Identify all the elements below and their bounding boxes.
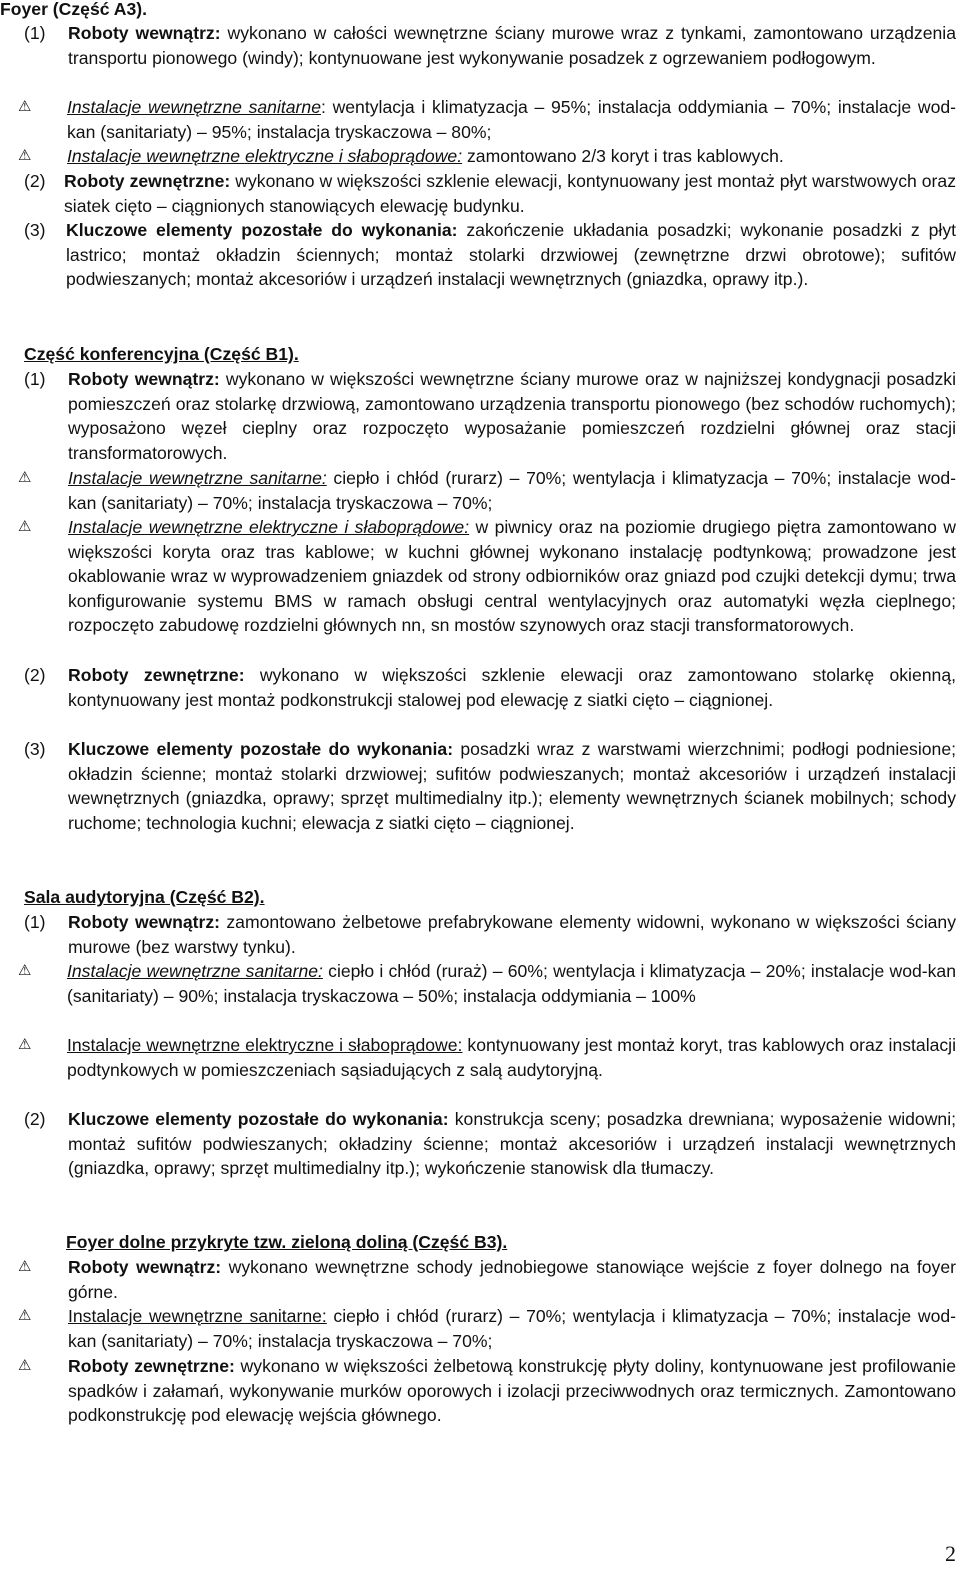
- bullet-text: ciepło i chłód (rurarz) – 70%; wentylacja i klimatyzacja – 70%; instalacje wod-kan (sanitariaty) – 70%; instalacja tryskaczowa – 70%;: [68, 1306, 956, 1351]
- item-text: zamontowano żelbetowe prefabrykowane elementy widowni, wykonano w większości ściany murowe (bez warstwy tynku).: [68, 912, 956, 957]
- bullet-icon: ⚠: [18, 1258, 32, 1275]
- bullet-icon: ⚠: [18, 962, 32, 979]
- item-number: (2): [24, 1109, 46, 1129]
- item-text: konstrukcja sceny; posadzka drewniana; wyposażenie widowni; montaż sufitów podwieszanych; okładziny ścienne; montaż akcesoriów i urządzeń instalacji wewnętrznych (gniazdka, oprawy; sprzęt multimedialny itp.); wykończenie stanowisk dla tłumaczy.: [68, 1109, 956, 1179]
- bullet-item: [18, 144, 956, 169]
- section-heading-audytoryjna-b2: Sala audytoryjna (Część B2).: [24, 887, 265, 907]
- bullet-label: Instalacje wewnętrzne sanitarne: [67, 97, 321, 117]
- item-label: Roboty zewnętrzne:: [68, 665, 245, 685]
- page-number: 2: [945, 1541, 956, 1566]
- item-number: (3): [24, 739, 46, 759]
- section-heading-konferencyjna-b1: Część konferencyjna (Część B1).: [24, 344, 299, 364]
- list-item: [24, 663, 956, 712]
- bullet-label: Roboty wewnątrz:: [68, 1257, 222, 1277]
- bullet-item: [18, 1255, 956, 1304]
- item-number: (1): [24, 369, 46, 389]
- bullet-text: ciepło i chłód (rurаż) – 60%; wentylacja i klimatyzacja – 20%; instalacje wod-kan (sanitariaty) – 90%; instalacja tryskaczowa – 50%; instalacja oddymiania – 100%: [67, 961, 956, 1006]
- bullet-text: wykonano wewnętrzne schody jednobiegowe stanowiące wejście z foyer dolnego na foyer górne.: [68, 1257, 956, 1302]
- item-label: Roboty wewnątrz:: [68, 23, 221, 43]
- bullet-text: zamontowano 2/3 koryt i tras kablowych.: [462, 146, 784, 166]
- bullet-label: Instalacje wewnętrzne elektryczne i słaboprądowe:: [68, 517, 470, 537]
- list-item: [24, 21, 956, 70]
- bullet-item: [18, 959, 956, 1008]
- bullet-text: wykonano w większości żelbetową konstrukcję płyty doliny, kontynuowane jest profilowanie spadków i załamań, wykonywanie murków oporowych i izolacji przeciwwodnych oraz termicznych. Zamontowano podkonstrukcję pod elewację wejścia głównego.: [68, 1356, 956, 1426]
- item-text: wykonano w większości szklenie elewacji, kontynuowany jest montaż płyt warstwowych oraz siatek cięto – ciągnionych stanowiących elewację budynku.: [64, 171, 957, 216]
- item-label: Roboty zewnętrzne:: [64, 171, 231, 191]
- bullet-label: Instalacje wewnętrzne sanitarne:: [67, 961, 323, 981]
- bullet-item: [18, 1304, 956, 1353]
- item-number: (2): [24, 665, 46, 685]
- item-text: wykonano w całości wewnętrzne ściany murowe wraz z tynkami, zamontowano urządzenia transportu pionowego (windy); kontynuowane jest wykonywanie posadzek z ogrzewaniem podłogowym.: [68, 23, 956, 68]
- bullet-icon: ⚠: [18, 147, 32, 164]
- bullet-item: [18, 95, 956, 144]
- bullet-icon: ⚠: [18, 469, 32, 486]
- bullet-icon: ⚠: [18, 1307, 32, 1324]
- bullet-item: [18, 466, 956, 515]
- list-item: [24, 218, 956, 292]
- item-text: zakończenie układania posadzki; wykonanie posadzki z płyt lastrico; montaż okładzin ściennych; montaż stolarki drzwiowej (zewnętrzne drzwi obrotowe); sufitów podwieszanych; montaż akcesoriów i urządzeń instalacji wewnętrznych (gniazdka, oprawy itp.).: [66, 220, 957, 290]
- bullet-icon: ⚠: [18, 1036, 32, 1053]
- item-number: (2): [24, 171, 46, 191]
- section-heading-foyer-dolne-b3: Foyer dolne przykryte tzw. zieloną doliną (Część B3).: [66, 1232, 508, 1252]
- bullet-label: Instalacje wewnętrzne elektryczne i słaboprądowe:: [67, 146, 463, 166]
- bullet-label: Instalacje wewnętrzne elektryczne i słaboprądowe:: [67, 1035, 463, 1055]
- item-label: Kluczowe elementy pozostałe do wykonania:: [68, 1109, 449, 1129]
- item-label: Roboty wewnątrz:: [68, 912, 221, 932]
- item-number: (1): [24, 23, 46, 43]
- bullet-icon: ⚠: [18, 518, 32, 535]
- bullet-icon: ⚠: [18, 1357, 32, 1374]
- bullet-icon: ⚠: [18, 98, 32, 115]
- bullet-label: Instalacje wewnętrzne sanitarne:: [68, 468, 327, 488]
- bullet-text: w piwnicy oraz na poziomie drugiego piętra zamontowano w większości koryta oraz tras kablowe; w kuchni głównej wykonano instalację podtynkową; prowadzone jest okablowanie wraz w wyprowadzeniem gniazdek od strony odbiorników oraz gniazd pod czujki detekcji dymu; trwa konfigurowanie systemu BMS w ramach obsługi central wentylacyjnych oraz automatyki węzła cieplnego; rozpoczęto zabudowę rozdzielni głównych nn, sn mostów szynowych oraz stacji transformatorowych.: [68, 517, 957, 636]
- bullet-text: kontynuowany jest montaż koryt, tras kablowych oraz instalacji podtynkowych w pomieszczeniach sąsiadujących z salą audytoryjną.: [67, 1035, 957, 1080]
- bullet-label: Instalacje wewnętrzne sanitarne:: [68, 1306, 327, 1326]
- bullet-item: [18, 1033, 956, 1082]
- list-item: [24, 737, 956, 835]
- bullet-item: [18, 515, 956, 638]
- list-item: [24, 169, 956, 218]
- item-label: Kluczowe elementy pozostałe do wykonania:: [68, 739, 454, 759]
- item-label: Kluczowe elementy pozostałe do wykonania:: [66, 220, 458, 240]
- list-item: [24, 367, 956, 465]
- section-heading-foyer-a3: Foyer (Część A3).: [0, 0, 147, 19]
- bullet-item: [18, 1354, 956, 1428]
- list-item: [24, 910, 956, 959]
- item-text: posadzki wraz z warstwami wierzchnimi; podłogi podniesione; okładzin ścienne; montaż stolarki drzwiowej; sufitów podwieszanych; montaż akcesoriów i urządzeń instalacji wewnętrznych (gniazdka, oprawy; sprzęt multimedialny itp.); elementy wewnętrznych ścianek mobilnych; schody ruchome; technologia kuchni; elewacja z siatki cięto – ciągnionej.: [68, 739, 957, 833]
- item-label: Roboty wewnątrz:: [68, 369, 220, 389]
- item-number: (3): [24, 220, 46, 240]
- item-text: wykonano w większości szklenie elewacji oraz zamontowano stolarkę okienną, kontynuowany jest montaż podkonstrukcji stalowej pod elewację z siatki cięto – ciągnionej.: [68, 665, 956, 710]
- bullet-text: : wentylacja i klimatyzacja – 95%; instalacja oddymiania – 70%; instalacje wod-kan (sanitariaty) – 95%; instalacja tryskaczowa – 80%;: [67, 97, 956, 142]
- item-number: (1): [24, 912, 46, 932]
- item-text: wykonano w większości wewnętrzne ściany murowe oraz w najniższej kondygnacji posadzki pomieszczeń oraz stolarkę drzwiową, zamontowano urządzenia transportu pionowego (bez schodów ruchomych); wyposażono węzeł cieplny oraz rozpoczęto wyposażanie pomieszczeń rozdzielni głównej oraz stacji transformatorowych.: [68, 369, 956, 463]
- bullet-label: Roboty zewnętrzne:: [68, 1356, 235, 1376]
- list-item: [24, 1107, 956, 1181]
- bullet-text: ciepło i chłód (rurarz) – 70%; wentylacja i klimatyzacja – 70%; instalacje wod-kan (sanitariaty) – 70%; instalacja tryskaczowa – 70%;: [68, 468, 956, 513]
